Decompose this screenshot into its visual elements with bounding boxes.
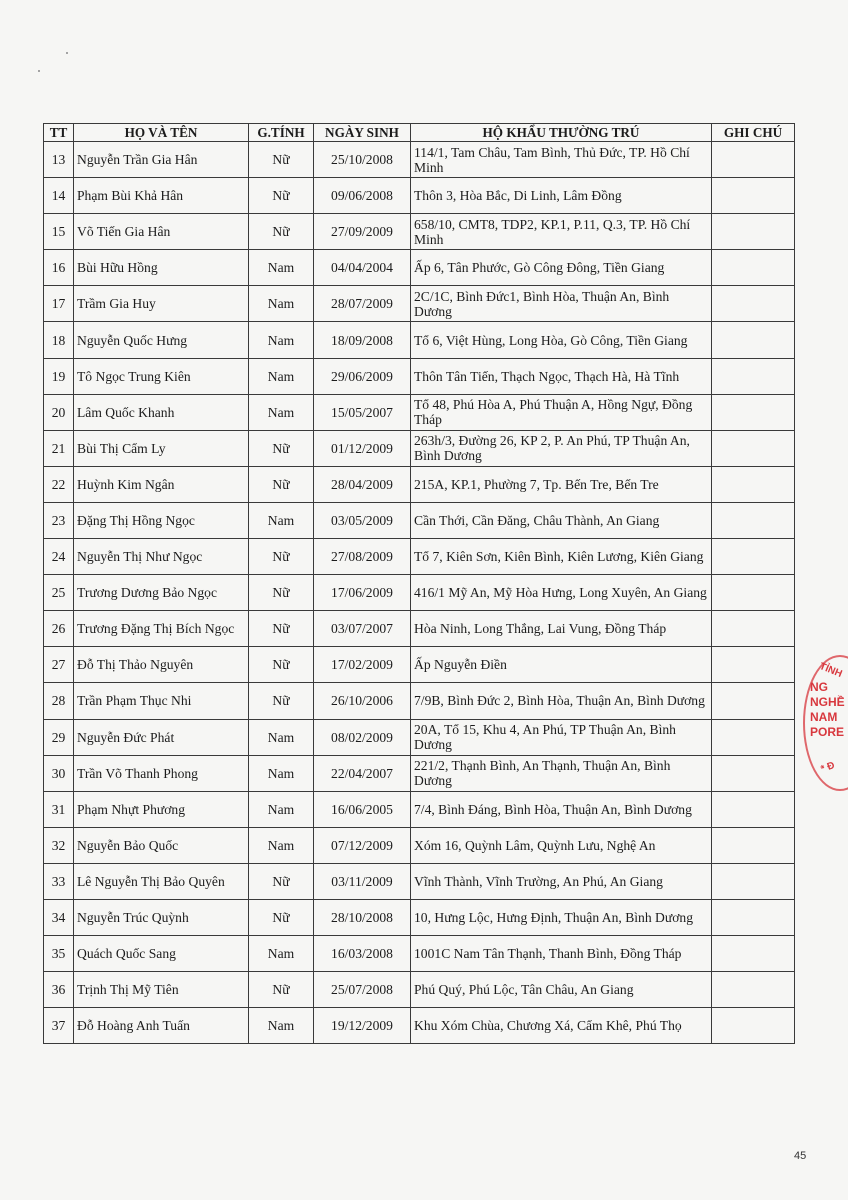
cell-sex: Nam (249, 502, 314, 538)
cell-dob: 03/11/2009 (314, 863, 411, 899)
cell-sex: Nữ (249, 430, 314, 466)
table-row (44, 250, 795, 286)
cell-address: 2C/1C, Bình Đức1, Bình Hòa, Thuận An, Bình Dương (411, 286, 712, 322)
cell-tt: 28 (44, 683, 74, 719)
cell-dob: 27/08/2009 (314, 539, 411, 575)
table-row (44, 466, 795, 502)
cell-sex: Nam (249, 791, 314, 827)
cell-address: Khu Xóm Chùa, Chương Xá, Cẩm Khê, Phú Thọ (411, 1008, 712, 1044)
cell-address: 416/1 Mỹ An, Mỹ Hòa Hưng, Long Xuyên, An Giang (411, 575, 712, 611)
cell-address: Vĩnh Thành, Vĩnh Trường, An Phú, An Giang (411, 863, 712, 899)
cell-dob: 26/10/2006 (314, 683, 411, 719)
cell-sex: Nữ (249, 647, 314, 683)
cell-name: Trần Võ Thanh Phong (74, 755, 249, 791)
cell-dob: 01/12/2009 (314, 430, 411, 466)
cell-tt: 21 (44, 430, 74, 466)
cell-dob: 03/07/2007 (314, 611, 411, 647)
cell-tt: 36 (44, 972, 74, 1008)
cell-dob: 03/05/2009 (314, 502, 411, 538)
cell-note (712, 539, 795, 575)
table-row (44, 575, 795, 611)
cell-name: Quách Quốc Sang (74, 936, 249, 972)
cell-sex: Nam (249, 358, 314, 394)
cell-name: Trầm Gia Huy (74, 286, 249, 322)
header-dob: NGÀY SINH (314, 124, 411, 142)
cell-note (712, 719, 795, 755)
table-row (44, 936, 795, 972)
cell-note (712, 899, 795, 935)
table-row (44, 791, 795, 827)
header-tt: TT (44, 124, 74, 142)
cell-sex: Nữ (249, 142, 314, 178)
cell-tt: 29 (44, 719, 74, 755)
cell-tt: 30 (44, 755, 74, 791)
cell-tt: 15 (44, 214, 74, 250)
cell-dob: 16/06/2005 (314, 791, 411, 827)
cell-note (712, 647, 795, 683)
cell-dob: 16/03/2008 (314, 936, 411, 972)
cell-tt: 22 (44, 466, 74, 502)
cell-tt: 31 (44, 791, 74, 827)
cell-note (712, 575, 795, 611)
stamp-line: NGHỀ (810, 695, 845, 709)
cell-note (712, 755, 795, 791)
cell-dob: 22/04/2007 (314, 755, 411, 791)
cell-address: 263h/3, Đường 26, KP 2, P. An Phú, TP Thuận An, Bình Dương (411, 430, 712, 466)
table-row (44, 358, 795, 394)
cell-address: 7/4, Bình Đáng, Bình Hòa, Thuận An, Bình Dương (411, 791, 712, 827)
table-row (44, 755, 795, 791)
cell-name: Đỗ Thị Thảo Nguyên (74, 647, 249, 683)
cell-dob: 25/10/2008 (314, 142, 411, 178)
cell-sex: Nam (249, 250, 314, 286)
cell-address: 1001C Nam Tân Thạnh, Thanh Bình, Đồng Tháp (411, 936, 712, 972)
cell-tt: 37 (44, 1008, 74, 1044)
cell-address: Hòa Ninh, Long Thắng, Lai Vung, Đồng Tháp (411, 611, 712, 647)
cell-name: Bùi Thị Cẩm Ly (74, 430, 249, 466)
cell-note (712, 286, 795, 322)
cell-note (712, 394, 795, 430)
cell-sex: Nam (249, 827, 314, 863)
cell-dob: 07/12/2009 (314, 827, 411, 863)
cell-name: Nguyễn Trần Gia Hân (74, 142, 249, 178)
cell-address: 20A, Tổ 15, Khu 4, An Phú, TP Thuận An, Bình Dương (411, 719, 712, 755)
cell-address: Thôn Tân Tiến, Thạch Ngọc, Thạch Hà, Hà Tĩnh (411, 358, 712, 394)
cell-address: 10, Hưng Lộc, Hưng Định, Thuận An, Bình Dương (411, 899, 712, 935)
cell-address: 221/2, Thạnh Bình, An Thạnh, Thuận An, Bình Dương (411, 755, 712, 791)
cell-note (712, 791, 795, 827)
cell-sex: Nam (249, 719, 314, 755)
red-seal-stamp (797, 655, 848, 795)
table-row (44, 863, 795, 899)
cell-tt: 13 (44, 142, 74, 178)
cell-name: Võ Tiến Gia Hân (74, 214, 249, 250)
cell-note (712, 972, 795, 1008)
cell-note (712, 322, 795, 358)
stamp-line: NG (810, 680, 828, 694)
cell-sex: Nữ (249, 972, 314, 1008)
cell-sex: Nữ (249, 863, 314, 899)
cell-dob: 15/05/2007 (314, 394, 411, 430)
table-row (44, 611, 795, 647)
cell-tt: 19 (44, 358, 74, 394)
cell-name: Bùi Hữu Hồng (74, 250, 249, 286)
cell-sex: Nam (249, 1008, 314, 1044)
cell-sex: Nữ (249, 611, 314, 647)
cell-dob: 04/04/2004 (314, 250, 411, 286)
cell-name: Nguyễn Bảo Quốc (74, 827, 249, 863)
cell-dob: 29/06/2009 (314, 358, 411, 394)
cell-note (712, 430, 795, 466)
cell-name: Nguyễn Đức Phát (74, 719, 249, 755)
header-note: GHI CHÚ (712, 124, 795, 142)
cell-address: Phú Quý, Phú Lộc, Tân Châu, An Giang (411, 972, 712, 1008)
cell-tt: 35 (44, 936, 74, 972)
cell-note (712, 936, 795, 972)
cell-address: Tổ 48, Phú Hòa A, Phú Thuận A, Hồng Ngự, Đồng Tháp (411, 394, 712, 430)
cell-note (712, 611, 795, 647)
cell-tt: 33 (44, 863, 74, 899)
cell-note (712, 214, 795, 250)
cell-name: Trương Dương Bảo Ngọc (74, 575, 249, 611)
cell-note (712, 250, 795, 286)
cell-sex: Nam (249, 755, 314, 791)
cell-name: Lê Nguyễn Thị Bảo Quyên (74, 863, 249, 899)
table-row (44, 394, 795, 430)
cell-tt: 17 (44, 286, 74, 322)
table-row (44, 972, 795, 1008)
cell-dob: 17/02/2009 (314, 647, 411, 683)
cell-tt: 18 (44, 322, 74, 358)
stamp-lines (810, 680, 845, 740)
cell-name: Đặng Thị Hồng Ngọc (74, 502, 249, 538)
cell-address: Ấp Nguyễn Điền (411, 647, 712, 683)
cell-tt: 25 (44, 575, 74, 611)
cell-tt: 27 (44, 647, 74, 683)
header-address: HỘ KHẨU THƯỜNG TRÚ (411, 124, 712, 142)
cell-address: Xóm 16, Quỳnh Lâm, Quỳnh Lưu, Nghệ An (411, 827, 712, 863)
table-row (44, 647, 795, 683)
cell-address: 114/1, Tam Châu, Tam Bình, Thủ Đức, TP. Hồ Chí Minh (411, 142, 712, 178)
table-row (44, 430, 795, 466)
cell-address: 7/9B, Bình Đức 2, Bình Hòa, Thuận An, Bình Dương (411, 683, 712, 719)
cell-note (712, 466, 795, 502)
table-row (44, 899, 795, 935)
cell-tt: 26 (44, 611, 74, 647)
table-row (44, 502, 795, 538)
cell-sex: Nam (249, 322, 314, 358)
cell-address: Tổ 6, Việt Hùng, Long Hòa, Gò Công, Tiền Giang (411, 322, 712, 358)
cell-name: Nguyễn Quốc Hưng (74, 322, 249, 358)
table-row (44, 286, 795, 322)
table-body (44, 142, 795, 1044)
page-number: 45 (794, 1150, 807, 1162)
cell-note (712, 683, 795, 719)
table-row (44, 322, 795, 358)
table-row (44, 719, 795, 755)
cell-name: Nguyễn Trúc Quỳnh (74, 899, 249, 935)
cell-sex: Nữ (249, 575, 314, 611)
cell-tt: 23 (44, 502, 74, 538)
cell-address: Thôn 3, Hòa Bắc, Di Linh, Lâm Đồng (411, 178, 712, 214)
cell-dob: 09/06/2008 (314, 178, 411, 214)
table-row (44, 683, 795, 719)
cell-name: Trịnh Thị Mỹ Tiên (74, 972, 249, 1008)
header-name: HỌ VÀ TÊN (74, 124, 249, 142)
cell-name: Đỗ Hoàng Anh Tuấn (74, 1008, 249, 1044)
cell-sex: Nam (249, 286, 314, 322)
stamp-line: NAM (810, 710, 838, 724)
cell-address: 658/10, CMT8, TDP2, KP.1, P.11, Q.3, TP. Hồ Chí Minh (411, 214, 712, 250)
cell-dob: 19/12/2009 (314, 1008, 411, 1044)
stamp-bottom-text: * Đ (819, 759, 837, 776)
table-row (44, 178, 795, 214)
cell-sex: Nữ (249, 899, 314, 935)
cell-sex: Nữ (249, 178, 314, 214)
cell-name: Tô Ngọc Trung Kiên (74, 358, 249, 394)
cell-sex: Nữ (249, 539, 314, 575)
table-row (44, 214, 795, 250)
cell-sex: Nam (249, 394, 314, 430)
stamp-line: PORE (810, 725, 845, 739)
cell-sex: Nữ (249, 466, 314, 502)
cell-tt: 20 (44, 394, 74, 430)
cell-tt: 24 (44, 539, 74, 575)
cell-address: Ấp 6, Tân Phước, Gò Công Đông, Tiền Giang (411, 250, 712, 286)
table-row (44, 142, 795, 178)
cell-address: Tổ 7, Kiên Sơn, Kiên Bình, Kiên Lương, Kiên Giang (411, 539, 712, 575)
cell-sex: Nữ (249, 683, 314, 719)
cell-note (712, 827, 795, 863)
header-sex: G.TÍNH (249, 124, 314, 142)
cell-address: 215A, KP.1, Phường 7, Tp. Bến Tre, Bến Tre (411, 466, 712, 502)
cell-name: Nguyễn Thị Như Ngọc (74, 539, 249, 575)
cell-dob: 28/04/2009 (314, 466, 411, 502)
cell-dob: 28/10/2008 (314, 899, 411, 935)
cell-dob: 17/06/2009 (314, 575, 411, 611)
cell-name: Huỳnh Kim Ngân (74, 466, 249, 502)
student-table (43, 123, 795, 1044)
cell-note (712, 358, 795, 394)
cell-sex: Nữ (249, 214, 314, 250)
cell-sex: Nam (249, 936, 314, 972)
table-row (44, 1008, 795, 1044)
cell-dob: 28/07/2009 (314, 286, 411, 322)
cell-address: Cần Thới, Cần Đăng, Châu Thành, An Giang (411, 502, 712, 538)
cell-note (712, 1008, 795, 1044)
cell-tt: 32 (44, 827, 74, 863)
stamp-top-text: TỈNH (817, 661, 844, 680)
cell-name: Phạm Nhựt Phương (74, 791, 249, 827)
table-header-row (44, 124, 795, 142)
cell-name: Trương Đặng Thị Bích Ngọc (74, 611, 249, 647)
cell-note (712, 142, 795, 178)
cell-tt: 34 (44, 899, 74, 935)
table-row (44, 539, 795, 575)
cell-tt: 14 (44, 178, 74, 214)
cell-note (712, 502, 795, 538)
cell-dob: 25/07/2008 (314, 972, 411, 1008)
cell-name: Phạm Bùi Khả Hân (74, 178, 249, 214)
cell-dob: 08/02/2009 (314, 719, 411, 755)
cell-tt: 16 (44, 250, 74, 286)
table-row (44, 827, 795, 863)
cell-dob: 18/09/2008 (314, 322, 411, 358)
cell-note (712, 178, 795, 214)
cell-name: Trần Phạm Thục Nhi (74, 683, 249, 719)
cell-name: Lâm Quốc Khanh (74, 394, 249, 430)
cell-note (712, 863, 795, 899)
cell-dob: 27/09/2009 (314, 214, 411, 250)
